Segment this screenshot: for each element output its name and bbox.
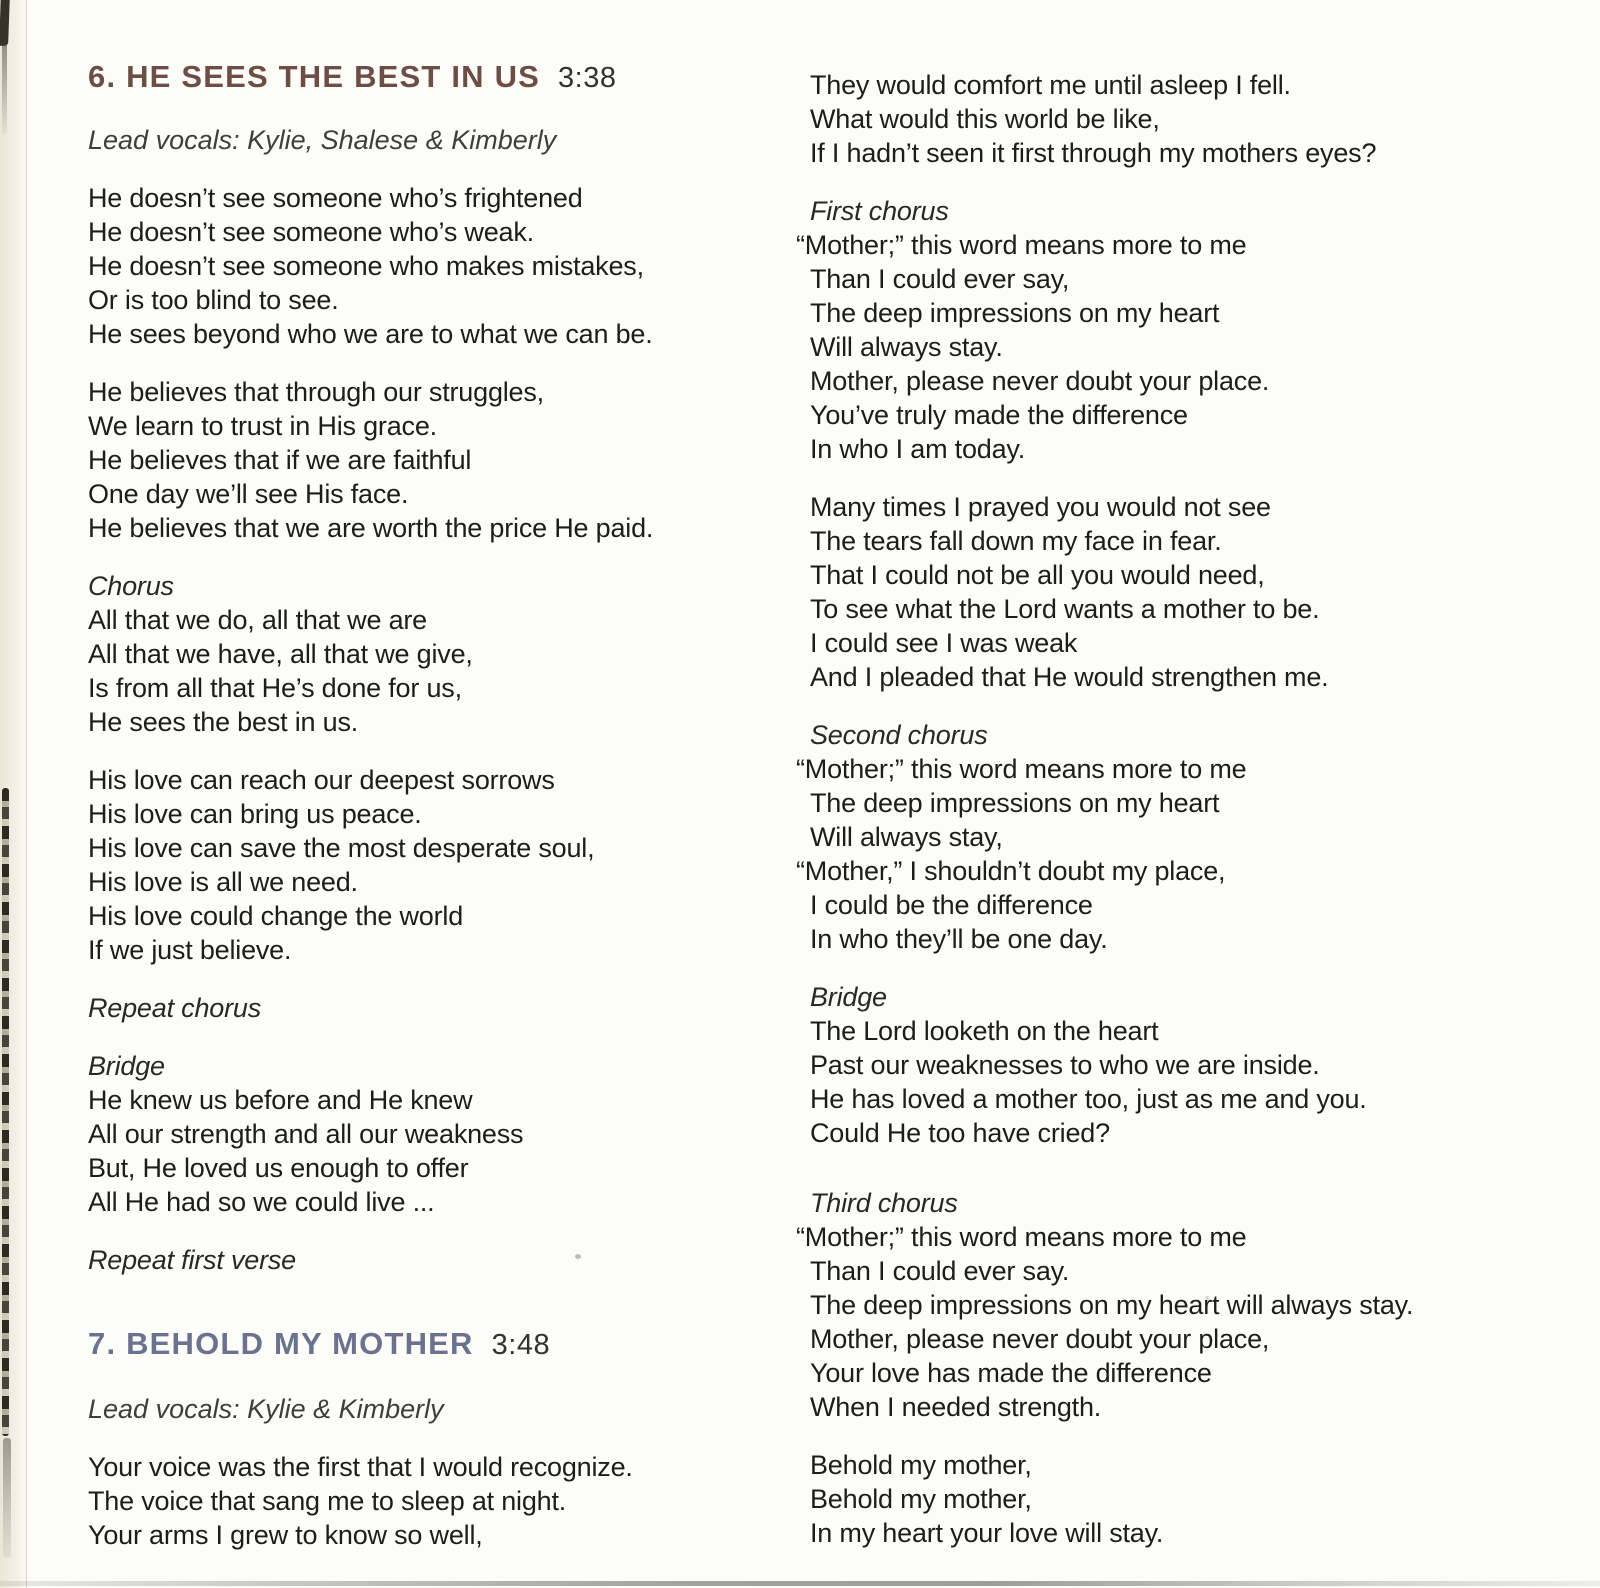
scan-smudge-bottom-left	[3, 1438, 11, 1558]
stanza	[88, 1450, 748, 1552]
lyric-line: He sees the best in us.	[88, 707, 359, 737]
lyric-line: Will always stay,	[810, 822, 1003, 852]
scan-mark-top-left-tail	[2, 44, 7, 134]
lyric-line: Will always stay.	[810, 332, 1003, 362]
scan-edge-bottom	[0, 1581, 1600, 1586]
lyric-line: Could He too have cried?	[810, 1118, 1110, 1148]
lyric-line: Behold my mother,	[810, 1484, 1032, 1514]
lyric-line: In my heart your love will stay.	[810, 1518, 1164, 1548]
lyric-line: “Mother;” this word means more to me	[796, 754, 1247, 784]
lyric-line: He knew us before and He knew	[88, 1085, 473, 1115]
lyric-line: To see what the Lord wants a mother to be.	[810, 594, 1320, 624]
lyric-line: He doesn’t see someone who makes mistakes,	[88, 251, 644, 281]
stanza	[88, 763, 748, 967]
vocal-credit: Lead vocals: Kylie, Shalese & Kimberly	[88, 125, 557, 155]
lyric-line: All that we have, all that we give,	[88, 639, 473, 669]
lyric-line: They would comfort me until asleep I fell.	[810, 70, 1291, 100]
lyric-line: He doesn’t see someone who’s weak.	[88, 217, 534, 247]
lyric-line: His love could change the world	[88, 901, 464, 931]
stanza	[88, 375, 748, 545]
stanza	[810, 980, 1550, 1150]
lyrics-column-left	[88, 58, 748, 1552]
lyric-line: “Mother;” this word means more to me	[796, 230, 1247, 260]
song-title: 6. HE SEES THE BEST IN US	[88, 59, 541, 94]
lyric-line: We learn to trust in His grace.	[88, 411, 437, 441]
lyric-line: When I needed strength.	[810, 1392, 1102, 1422]
scan-binding-shadow	[2, 788, 9, 1436]
lyric-line: If we just believe.	[88, 935, 292, 965]
lyric-line: The voice that sang me to sleep at night.	[88, 1486, 567, 1516]
lyric-line: The Lord looketh on the heart	[810, 1016, 1159, 1046]
lyric-line: His love is all we need.	[88, 867, 358, 897]
stanza	[88, 569, 748, 739]
lyric-line: “Mother,” I shouldn’t doubt my place,	[796, 856, 1226, 886]
lyric-line: He sees beyond who we are to what we can be.	[88, 319, 653, 349]
song-title-row	[88, 1325, 748, 1364]
lyric-line: His love can save the most desperate soul,	[88, 833, 595, 863]
lyric-line: In who they’ll be one day.	[810, 924, 1108, 954]
section-label: Bridge	[810, 982, 887, 1012]
lyric-line: The tears fall down my face in fear.	[810, 526, 1222, 556]
lyric-line: That I could not be all you would need,	[810, 560, 1265, 590]
vocal-credit: Lead vocals: Kylie & Kimberly	[88, 1394, 444, 1424]
lyric-line: Your arms I grew to know so well,	[88, 1520, 483, 1550]
lyric-line: All He had so we could live ...	[88, 1187, 435, 1217]
lyric-line: Your voice was the first that I would recognize.	[88, 1452, 633, 1482]
lyric-line: And I pleaded that He would strengthen me.	[810, 662, 1329, 692]
lyric-line: “Mother;” this word means more to me	[796, 1222, 1247, 1252]
lyric-line: What would this world be like,	[810, 104, 1160, 134]
lyric-line: He has loved a mother too, just as me and you.	[810, 1084, 1367, 1114]
lyric-line: Mother, please never doubt your place.	[810, 366, 1270, 396]
lyric-line: Than I could ever say.	[810, 1256, 1070, 1286]
lyric-line: Your love has made the difference	[810, 1358, 1212, 1388]
lyric-line: The deep impressions on my heart	[810, 298, 1220, 328]
stanza	[88, 1049, 748, 1219]
stanza	[88, 991, 748, 1025]
stanza	[796, 194, 1550, 466]
section-label: Second chorus	[810, 720, 988, 750]
song-title: 7. BEHOLD MY MOTHER	[88, 1326, 474, 1361]
lyric-line: Than I could ever say,	[810, 264, 1070, 294]
lyric-line: Mother, please never doubt your place,	[810, 1324, 1270, 1354]
lyric-line: Is from all that He’s done for us,	[88, 673, 462, 703]
lyric-line: I could see I was weak	[810, 628, 1078, 658]
stanza	[88, 181, 748, 351]
song-title-row	[88, 58, 748, 97]
lyric-line: He believes that if we are faithful	[88, 445, 472, 475]
lyric-line: His love can bring us peace.	[88, 799, 422, 829]
stanza	[810, 68, 1550, 170]
section-label: Chorus	[88, 571, 174, 601]
song-duration: 3:38	[558, 62, 617, 94]
lyric-line: The deep impressions on my heart will always stay.	[810, 1290, 1414, 1320]
lyric-line: If I hadn’t seen it first through my mothers eyes?	[810, 138, 1377, 168]
lyrics-column-right	[796, 68, 1550, 1550]
lyric-line: But, He loved us enough to offer	[88, 1153, 469, 1183]
lyric-line: He believes that we are worth the price He paid.	[88, 513, 654, 543]
lyric-line: In who I am today.	[810, 434, 1026, 464]
lyric-line: All our strength and all our weakness	[88, 1119, 524, 1149]
stanza	[810, 490, 1550, 694]
section-label: Repeat first verse	[88, 1245, 296, 1275]
lyric-line: He believes that through our struggles,	[88, 377, 544, 407]
song-duration: 3:48	[491, 1329, 551, 1361]
section-label: Repeat chorus	[88, 993, 262, 1023]
stanza	[88, 1243, 748, 1277]
section-label: Bridge	[88, 1051, 165, 1081]
lyric-line: Many times I prayed you would not see	[810, 492, 1271, 522]
section-label: Third chorus	[810, 1188, 958, 1218]
lyric-line: You’ve truly made the difference	[810, 400, 1188, 430]
lyric-line: Or is too blind to see.	[88, 285, 339, 315]
lyric-line: Past our weaknesses to who we are inside.	[810, 1050, 1320, 1080]
stanza	[796, 718, 1550, 956]
lyric-line: He doesn’t see someone who’s frightened	[88, 183, 583, 213]
lyric-line: I could be the difference	[810, 890, 1093, 920]
lyric-line: His love can reach our deepest sorrows	[88, 765, 555, 795]
lyric-line: The deep impressions on my heart	[810, 788, 1220, 818]
stanza	[810, 1448, 1550, 1550]
stanza	[796, 1186, 1550, 1424]
lyric-line: One day we’ll see His face.	[88, 479, 409, 509]
lyric-line: All that we do, all that we are	[88, 605, 427, 635]
section-label: First chorus	[810, 196, 949, 226]
lyric-line: Behold my mother,	[810, 1450, 1032, 1480]
